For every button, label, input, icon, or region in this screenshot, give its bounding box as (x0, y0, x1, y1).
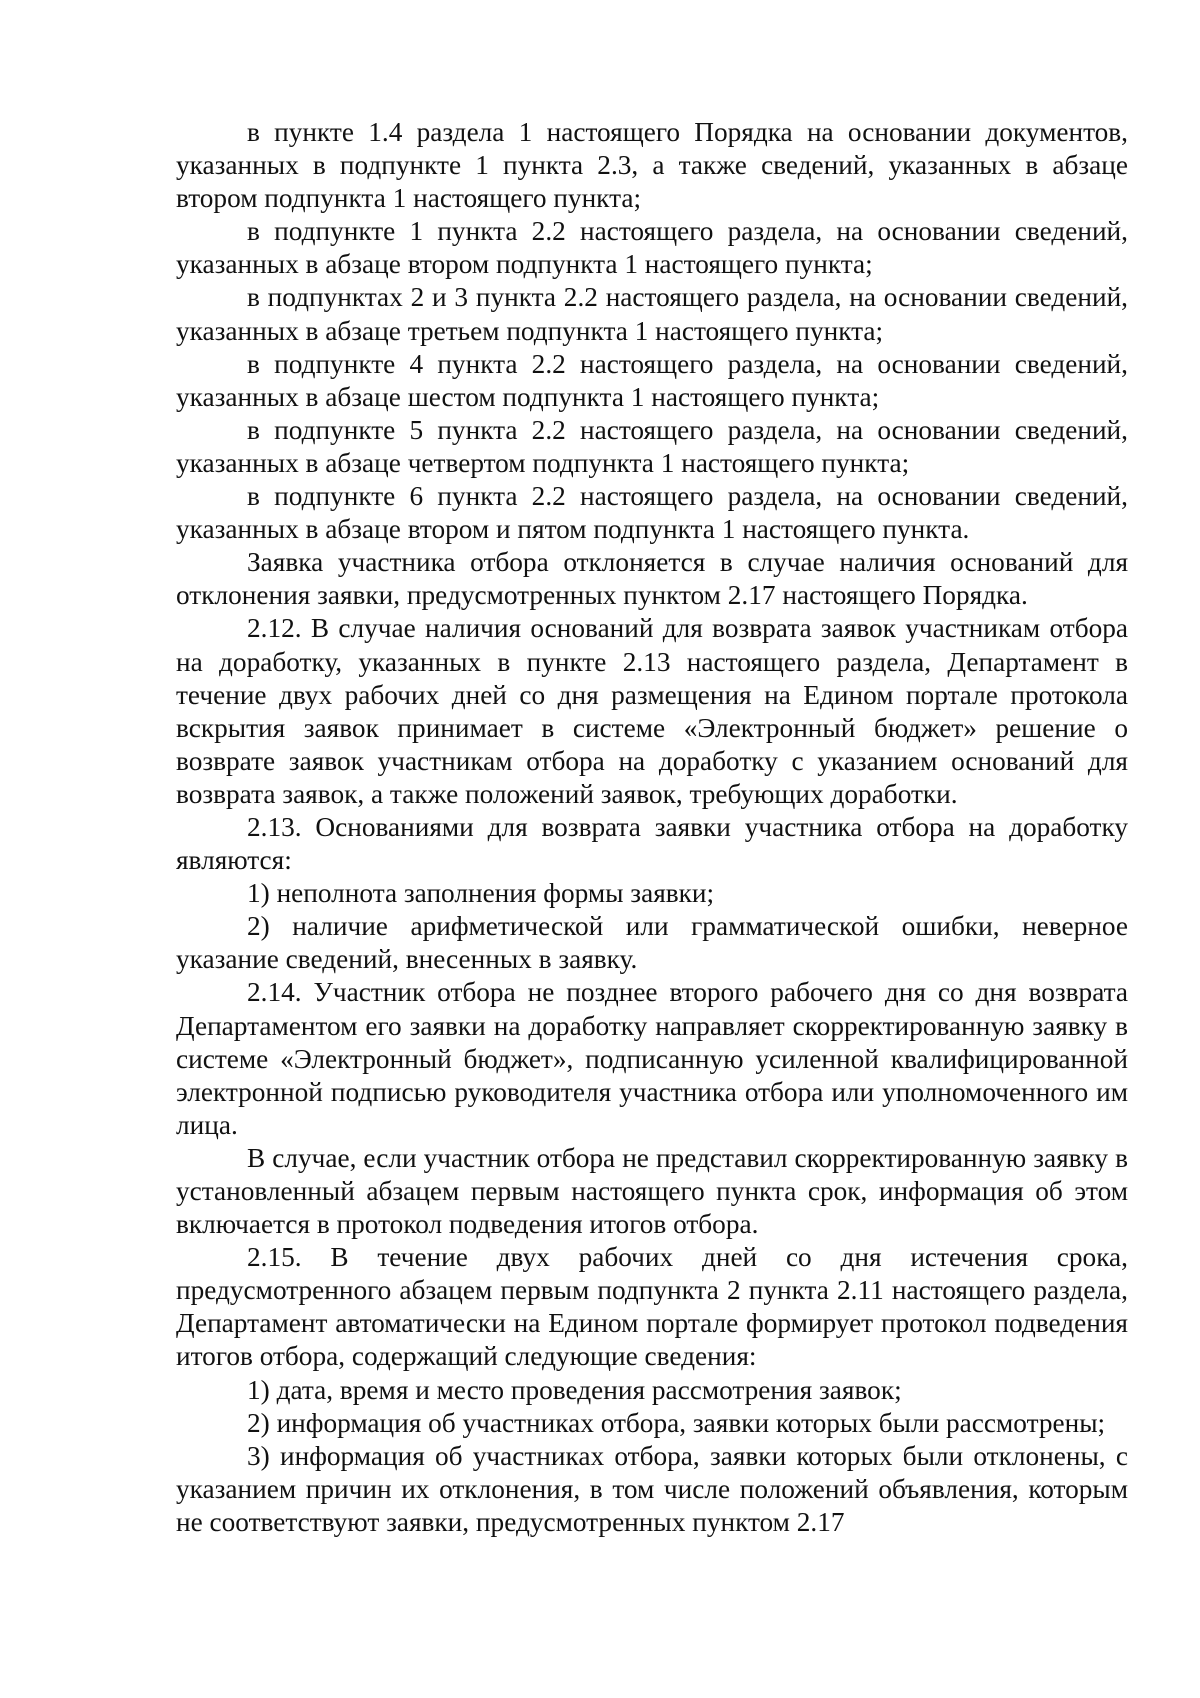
paragraph: в подпунктах 2 и 3 пункта 2.2 настоящего раздела, на основании сведений, указанных в абзаце третьем подпункта 1 настоящего пункта; (176, 282, 1128, 346)
paragraph: 2) наличие арифметической или грамматической ошибки, неверное указание сведений, внесенных в заявку. (176, 911, 1128, 975)
paragraph: В случае, если участник отбора не представил скорректированную заявку в установленный абзацем первым настоящего пункта срок, информация об этом включается в протокол подведения итогов отбора. (176, 1142, 1128, 1240)
paragraph: 2) информация об участниках отбора, заявки которых были рассмотрены; (247, 1407, 1106, 1438)
paragraph: в подпункте 5 пункта 2.2 настоящего раздела, на основании сведений, указанных в абзаце четвертом подпункта 1 настоящего пункта; (176, 414, 1128, 478)
paragraph: 3) информация об участниках отбора, заявки которых были отклонены, с указанием причин их отклонения, в том числе положений объявления, которым не соответствуют заявки, предусмотренных пунктом 2.17 (176, 1440, 1128, 1537)
paragraph: в подпункте 1 пункта 2.2 настоящего раздела, на основании сведений, указанных в абзаце втором подпункта 1 настоящего пункта; (176, 216, 1128, 280)
paragraph: 2.14. Участник отбора не позднее второго рабочего дня со дня возврата Департаментом его заявки на доработку направляет скорректированную заявку в системе «Электронный бюджет», подписанную усиленной квалифицированной электронной подписью руководителя участника отбора или уполномоченного им лица. (176, 977, 1128, 1140)
paragraph: 2.15. В течение двух рабочих дней со дня истечения срока, предусмотренного абзацем первым подпункта 2 пункта 2.11 настоящего раздела, Департамент автоматически на Едином портале формирует протокол подведения итогов отбора, содержащий следующие сведения: (176, 1242, 1128, 1372)
paragraph: в пункте 1.4 раздела 1 настоящего Порядка на основании документов, указанных в подпункте 1 пункта 2.3, а также сведений, указанных в абзаце втором подпункта 1 настоящего пункта; (176, 117, 1128, 214)
paragraph: 1) дата, время и место проведения рассмотрения заявок; (247, 1374, 902, 1405)
paragraph: в подпункте 6 пункта 2.2 настоящего раздела, на основании сведений, указанных в абзаце втором и пятом подпункта 1 настоящего пункта. (176, 481, 1128, 545)
paragraph: 1) неполнота заполнения формы заявки; (247, 878, 715, 909)
paragraph: в подпункте 4 пункта 2.2 настоящего раздела, на основании сведений, указанных в абзаце шестом подпункта 1 настоящего пункта; (176, 348, 1128, 412)
document-body (176, 116, 1128, 1539)
paragraph: Заявка участника отбора отклоняется в случае наличия оснований для отклонения заявки, предусмотренных пунктом 2.17 настоящего Порядка. (176, 547, 1128, 611)
paragraph: 2.13. Основаниями для возврата заявки участника отбора на доработку являются: (176, 811, 1128, 876)
paragraph: 2.12. В случае наличия оснований для возврата заявок участникам отбора на доработку, указанных в пункте 2.13 настоящего раздела, Департамент в течение двух рабочих дней со дня размещения на Едином портале протокола вскрытия заявок принимает в системе «Электронный бюджет» решение о возврате заявок участникам отбора на доработку с указанием оснований для возврата заявок, а также положений заявок, требующих доработки. (176, 613, 1128, 809)
